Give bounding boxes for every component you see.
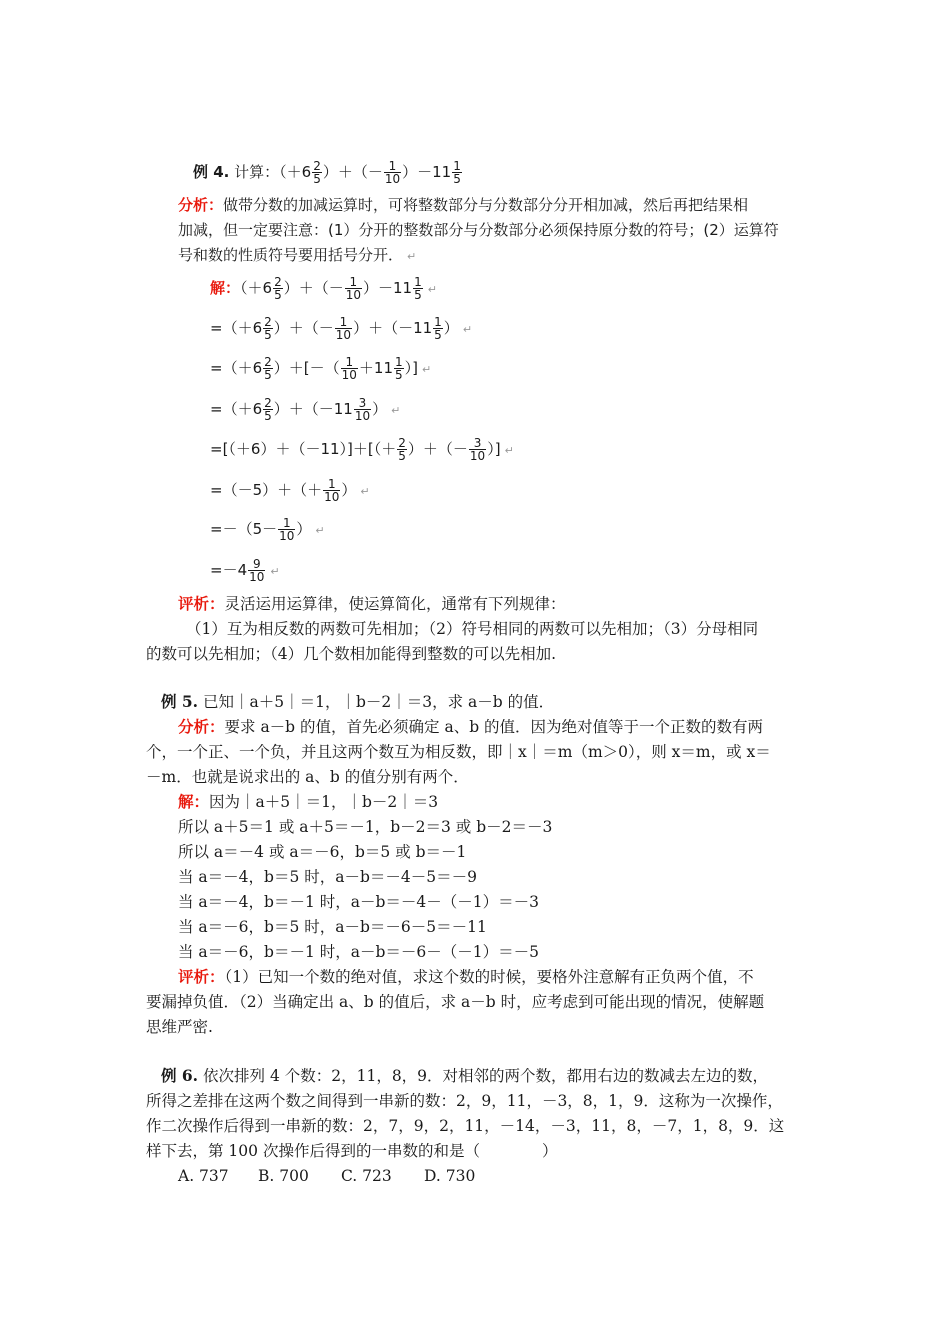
ex4-step-1: 解：（＋6 $\frac{2}{5}$ ）＋（－ $\frac{1}{10}$ ）－11 $\frac{1}{5}$ ↵ [210, 275, 437, 302]
fraction: $\frac{2}{5}$ [398, 436, 406, 463]
ex4-heading: 例 4. 计算：（＋6 $\frac{2}{5}$ ）＋（－ $\frac{1}{10}$ ）－11 $\frac{1}{5}$ [193, 159, 461, 186]
fraction: $\frac{2}{5}$ [274, 275, 282, 302]
ex6-line2: 所得之差排在这两个数之间得到一串新的数：2，9，11，－3，8，1，9．这称为一次操作， [146, 1092, 783, 1110]
ex6-line1: 例 6. 依次排列 4 个数：2，11，8，9．对相邻的两个数，都用右边的数减去左边的数， [161, 1066, 769, 1085]
fraction: $\frac{1}{10}$ [335, 315, 352, 342]
ex4-step-2: =（＋6 $\frac{2}{5}$ ）＋（－ $\frac{1}{10}$ ）＋（－11 $\frac{1}{5}$ ） ↵ [210, 315, 473, 342]
fraction: $\frac{2}{5}$ [264, 315, 272, 342]
ex5-sol-line7: 当 a＝－6，b＝－1 时，a－b＝－6－（－1）＝－5 [178, 943, 539, 961]
fraction: $\frac{2}{5}$ [264, 396, 272, 423]
ex5-eval-line3: 思维严密. [146, 1018, 213, 1036]
ex4-analysis-line3: 号和数的性质符号要用括号分开． ↵ [178, 246, 417, 264]
ex6-line4: 样下去，第 100 次操作后得到的一串数的和是（ ） [146, 1142, 558, 1160]
fraction: $\frac{3}{10}$ [354, 396, 371, 423]
ex5-sol-line2: 所以 a＋5＝1 或 a＋5＝－1，b－2＝3 或 b－2＝－3 [178, 818, 553, 836]
fraction: $\frac{1}{5}$ [434, 315, 442, 342]
option-c: C. 723 [341, 1167, 392, 1185]
option-b: B. 700 [258, 1167, 309, 1185]
fraction: $\frac{1}{10}$ [324, 477, 340, 504]
fraction: $\frac{1}{10}$ [345, 275, 361, 302]
option-a: A. 737 [178, 1167, 229, 1185]
fraction: $\frac{9}{10}$ [249, 557, 265, 584]
ex4-eval-line3: 的数可以先相加；（4）几个数相加能得到整数的可以先相加. [146, 645, 557, 663]
ex5-sol-line6: 当 a＝－6，b＝5 时，a－b＝－6－5＝－11 [178, 918, 487, 936]
ex5-eval-line2: 要漏掉负值．（2）当确定出 a、b 的值后，求 a－b 时，应考虑到可能出现的情况，使解题 [146, 993, 765, 1011]
fraction: $\frac{2}{5}$ [313, 159, 321, 186]
ex5-sol-line3: 所以 a＝－4 或 a＝－6，b＝5 或 b＝－1 [178, 843, 467, 861]
ex4-eval-line2: （1）互为相反数的两数可先相加；（2）符号相同的两数可以先相加；（3）分母相同 [186, 620, 759, 638]
ex4-analysis-line2: 加减，但一定要注意：(1）分开的整数部分与分数部分必须保持原分数的符号；(2）运算符 [178, 221, 779, 239]
ex4-step-3: =（＋6 $\frac{2}{5}$ ）＋[－（ $\frac{1}{10}$ ＋11 $\frac{1}{5}$ ）] ↵ [210, 355, 432, 382]
ex5-sol-line5: 当 a＝－4，b＝－1 时，a－b＝－4－（－1）＝－3 [178, 893, 539, 911]
fraction: $\frac{1}{10}$ [279, 516, 295, 543]
option-d: D. 730 [424, 1167, 476, 1185]
ex4-analysis-line1: 分析：做带分数的加减运算时，可将整数部分与分数部分分开相加减，然后再把结果相 [178, 196, 749, 214]
fraction: $\frac{1}{5}$ [395, 355, 403, 382]
fraction: $\frac{1}{5}$ [414, 275, 422, 302]
ex5-analysis-line2: 个，一个正、一个负，并且这两个数互为相反数，即｜x｜＝m（m＞0），则 x＝m，或 x＝ [146, 743, 771, 761]
ex5-eval-line1: 评析：（1）已知一个数的绝对值，求这个数的时候，要格外注意解有正负两个值，不 [178, 967, 754, 986]
fraction: $\frac{2}{5}$ [264, 355, 272, 382]
ex4-label: 例 4. [193, 163, 230, 181]
ex4-step-5: =[（＋6）＋（－11）]＋[（＋ $\frac{2}{5}$ ）＋（－ $\frac{3}{10}$ ）] ↵ [210, 436, 514, 463]
ex5-heading: 例 5. 已知｜a＋5｜＝1，｜b－2｜＝3，求 a－b 的值． [161, 692, 555, 711]
ex4-step-4: =（＋6 $\frac{2}{5}$ ）＋（－11 $\frac{3}{10}$ ） ↵ [210, 396, 401, 423]
ex6-options [178, 1166, 475, 1186]
ex4-eval-line1: 评析：灵活运用运算律，使运算简化，通常有下列规律： [178, 594, 566, 613]
fraction: $\frac{1}{10}$ [341, 355, 357, 382]
ex4-step-7: =－（5－ $\frac{1}{10}$ ） ↵ [210, 516, 325, 543]
ex5-sol-line1: 解：因为｜a＋5｜＝1，｜b－2｜＝3 [178, 792, 439, 811]
ex6-line3: 作二次操作后得到一串新的数：2，7，9，2，11，－14，－3，11，8，－7，1，8，9．这 [146, 1117, 785, 1135]
ex5-sol-line4: 当 a＝－4，b＝5 时，a－b＝－4－5＝－9 [178, 868, 477, 886]
ex5-analysis-line3: －m．也就是说求出的 a、b 的值分别有两个． [146, 768, 469, 786]
fraction: $\frac{1}{5}$ [453, 159, 461, 186]
fraction: $\frac{1}{10}$ [384, 159, 401, 186]
ex4-step-6: =（－5）＋（＋ $\frac{1}{10}$ ） ↵ [210, 477, 370, 504]
fraction: $\frac{3}{10}$ [469, 436, 486, 463]
ex4-step-8: =－4 $\frac{9}{10}$ ↵ [210, 557, 280, 584]
ex5-analysis-line1: 分析：要求 a－b 的值，首先必须确定 a、b 的值．因为绝对值等于一个正数的数有两 [178, 717, 764, 736]
